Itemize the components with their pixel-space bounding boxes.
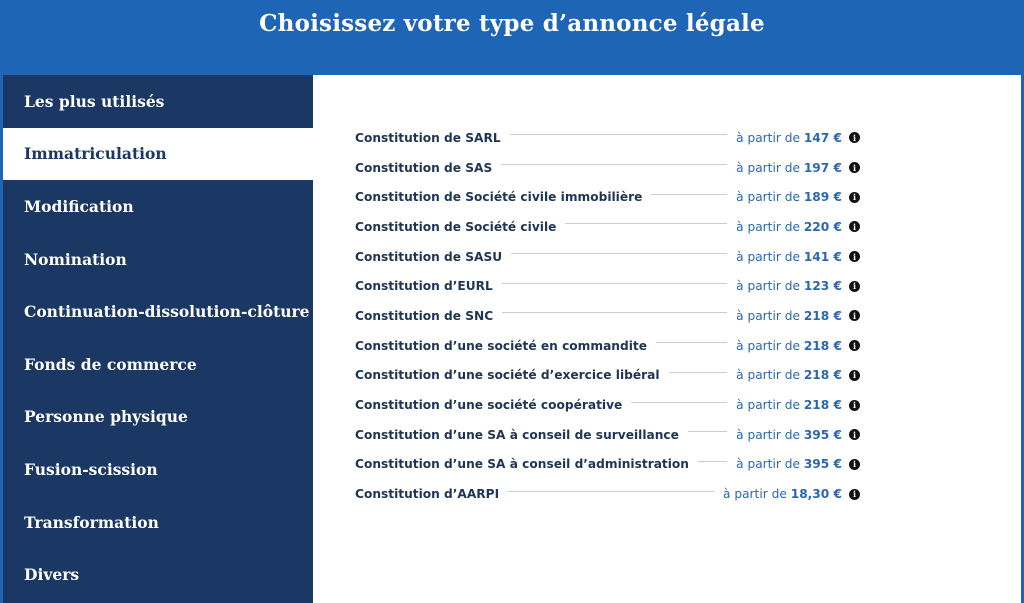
- sidebar-item-modification[interactable]: Modification: [24, 196, 134, 216]
- info-icon[interactable]: i: [849, 281, 860, 292]
- leader-line: [510, 134, 727, 135]
- price-prefix: à partir de: [736, 249, 800, 264]
- price-prefix: à partir de: [736, 368, 800, 383]
- info-icon[interactable]: i: [849, 132, 860, 143]
- announcement-label[interactable]: Constitution d’une société coopérative: [355, 398, 623, 413]
- list-item[interactable]: [355, 153, 860, 183]
- price-text: [736, 190, 842, 204]
- list-item[interactable]: [355, 271, 860, 301]
- price-text: [736, 309, 842, 323]
- price-amount: 147 €: [803, 130, 842, 145]
- leader-line: [511, 253, 727, 254]
- price-prefix: à partir de: [736, 190, 800, 205]
- price-amount: 18,30 €: [790, 487, 842, 502]
- info-icon[interactable]: i: [849, 429, 860, 440]
- price-prefix: à partir de: [723, 487, 787, 502]
- info-icon[interactable]: i: [849, 340, 860, 351]
- leader-line: [501, 164, 727, 165]
- price-prefix: à partir de: [736, 279, 800, 294]
- info-icon[interactable]: i: [849, 310, 860, 321]
- price-amount: 141 €: [803, 249, 842, 264]
- price-amount: 123 €: [803, 279, 842, 294]
- list-item[interactable]: [355, 301, 860, 331]
- leader-line: [669, 372, 728, 373]
- announcement-label[interactable]: Constitution d’une société en commandite: [355, 338, 647, 353]
- price-text: [736, 131, 842, 145]
- price-prefix: à partir de: [736, 457, 800, 472]
- sidebar-item-transformation[interactable]: Transformation: [24, 512, 159, 532]
- sidebar-item-fusion-scission[interactable]: Fusion-scission: [24, 459, 158, 479]
- sidebar-item-personne-physique[interactable]: Personne physique: [24, 407, 188, 427]
- price-prefix: à partir de: [736, 398, 800, 413]
- price-text: [736, 428, 842, 442]
- sidebar-item-nomination[interactable]: Nomination: [24, 249, 127, 269]
- list-item[interactable]: [355, 182, 860, 212]
- sidebar-item-fonds-de-commerce[interactable]: Fonds de commerce: [24, 354, 197, 374]
- header: [0, 0, 1024, 75]
- price-prefix: à partir de: [736, 160, 800, 175]
- price-amount: 218 €: [803, 368, 842, 383]
- leader-line: [508, 491, 714, 492]
- info-icon[interactable]: i: [849, 162, 860, 173]
- price-text: [723, 487, 842, 501]
- price-text: [736, 368, 842, 382]
- price-amount: 220 €: [803, 219, 842, 234]
- price-amount: 218 €: [803, 308, 842, 323]
- price-text: [736, 279, 842, 293]
- leader-line: [565, 223, 727, 224]
- info-icon[interactable]: i: [849, 489, 860, 500]
- price-prefix: à partir de: [736, 219, 800, 234]
- price-amount: 218 €: [803, 338, 842, 353]
- price-prefix: à partir de: [736, 130, 800, 145]
- announcement-label[interactable]: Constitution de Société civile immobilière: [355, 190, 643, 205]
- price-amount: 218 €: [803, 398, 842, 413]
- price-text: [736, 398, 842, 412]
- announcement-label[interactable]: Constitution d’une SA à conseil de surveillance: [355, 427, 679, 442]
- announcement-list: [355, 123, 860, 509]
- list-item[interactable]: [355, 212, 860, 242]
- announcement-label[interactable]: Constitution de SAS: [355, 160, 493, 175]
- announcement-label[interactable]: Constitution d’une SA à conseil d’administration: [355, 457, 689, 472]
- list-item[interactable]: [355, 242, 860, 272]
- price-prefix: à partir de: [736, 427, 800, 442]
- info-icon[interactable]: i: [849, 370, 860, 381]
- price-text: [736, 339, 842, 353]
- list-item[interactable]: [355, 420, 860, 450]
- leader-line: [698, 461, 727, 462]
- info-icon[interactable]: i: [849, 192, 860, 203]
- content-panel: [3, 75, 1021, 603]
- announcement-label[interactable]: Constitution de SASU: [355, 249, 503, 264]
- price-amount: 189 €: [803, 190, 842, 205]
- leader-line: [651, 194, 727, 195]
- price-amount: 197 €: [803, 160, 842, 175]
- price-text: [736, 220, 842, 234]
- announcement-label[interactable]: Constitution de SARL: [355, 130, 501, 145]
- price-text: [736, 250, 842, 264]
- leader-line: [656, 342, 727, 343]
- leader-line: [502, 312, 727, 313]
- sidebar-item-continuation-dissolution-cloture[interactable]: Continuation-dissolution-clôture: [24, 302, 310, 322]
- announcement-label[interactable]: Constitution de SNC: [355, 308, 494, 323]
- info-icon[interactable]: i: [849, 251, 860, 262]
- sidebar-item-immatriculation[interactable]: Immatriculation: [3, 128, 313, 181]
- price-text: [736, 161, 842, 175]
- sidebar-item-les-plus-utilises[interactable]: Les plus utilisés: [24, 91, 165, 111]
- list-item[interactable]: [355, 331, 860, 361]
- list-item[interactable]: [355, 123, 860, 153]
- sidebar-item-divers[interactable]: Divers: [24, 565, 80, 585]
- price-prefix: à partir de: [736, 338, 800, 353]
- announcement-label[interactable]: Constitution d’EURL: [355, 279, 493, 294]
- list-item[interactable]: [355, 450, 860, 480]
- page-title: Choisissez votre type d’annonce légale: [259, 10, 765, 37]
- leader-line: [631, 402, 727, 403]
- info-icon[interactable]: i: [849, 400, 860, 411]
- announcement-label[interactable]: Constitution d’AARPI: [355, 487, 500, 502]
- price-amount: 395 €: [803, 427, 842, 442]
- leader-line: [688, 431, 727, 432]
- price-amount: 395 €: [803, 457, 842, 472]
- list-item[interactable]: [355, 479, 860, 509]
- announcement-label[interactable]: Constitution d’une société d’exercice libéral: [355, 368, 660, 383]
- list-item[interactable]: [355, 361, 860, 391]
- announcement-list-panel: [313, 75, 1021, 603]
- info-icon[interactable]: i: [849, 459, 860, 470]
- leader-line: [502, 283, 727, 284]
- category-sidebar: [3, 75, 313, 603]
- announcement-label[interactable]: Constitution de Société civile: [355, 219, 557, 234]
- info-icon[interactable]: i: [849, 221, 860, 232]
- price-text: [736, 457, 842, 471]
- price-prefix: à partir de: [736, 308, 800, 323]
- list-item[interactable]: [355, 390, 860, 420]
